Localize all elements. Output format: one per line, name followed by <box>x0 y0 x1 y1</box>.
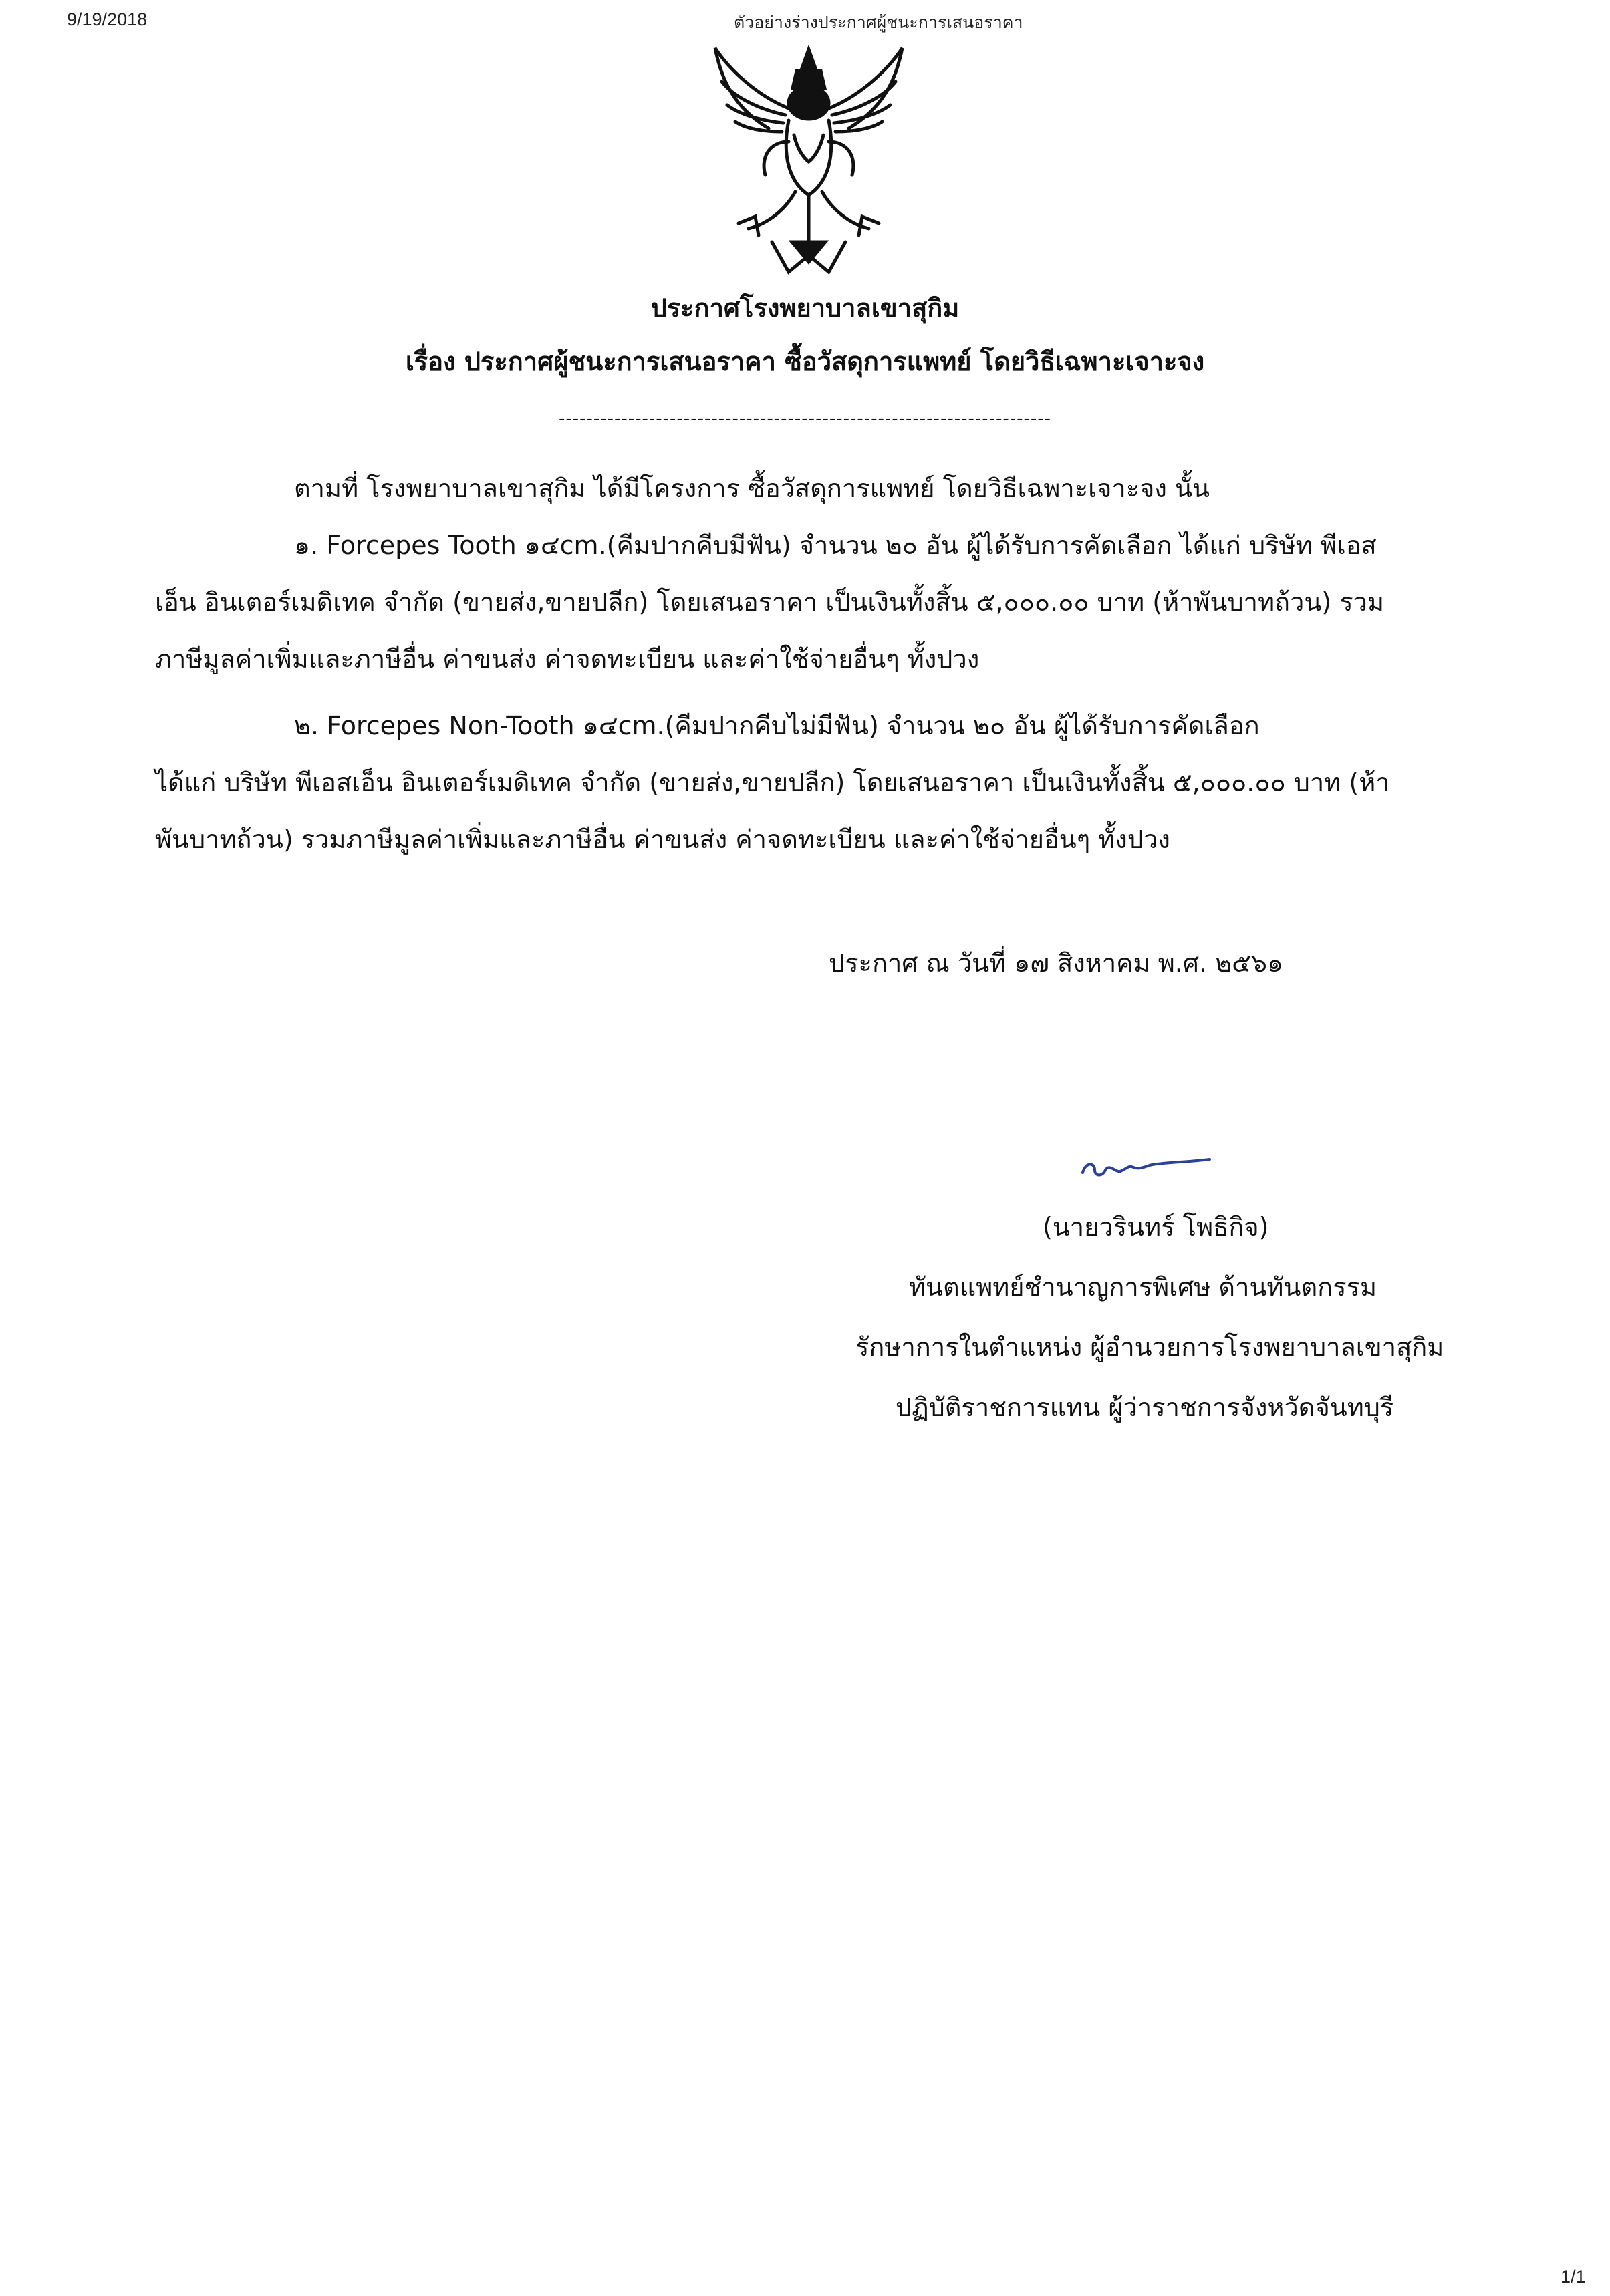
print-date: 9/19/2018 <box>67 9 148 29</box>
item1-line1: ๑. Forcepes Tooth ๑๔cm.(คีมปากคีบมีฟัน) จำนวน ๒๐ อัน ผู้ได้รับการคัดเลือก ได้แก่ บริษัท พีเอส <box>294 531 1377 560</box>
signatory-position-2: รักษาการในตำแหน่ง ผู้อำนวยการโรงพยาบาลเขาสุกิม <box>855 1332 1444 1362</box>
page-number: 1/1 <box>1561 2267 1586 2287</box>
item2-line1: ๒. Forcepes Non-Tooth ๑๔cm.(คีมปากคีบไม่มีฟัน) จำนวน ๒๐ อัน ผู้ได้รับการคัดเลือก <box>294 711 1260 740</box>
item1-line3: ภาษีมูลค่าเพิ่มและภาษีอื่น ค่าขนส่ง ค่าจดทะเบียน และค่าใช้จ่ายอื่นๆ ทั้งปวง <box>155 644 980 674</box>
print-doc-title: ตัวอย่างร่างประกาศผู้ชนะการเสนอราคา <box>734 13 1023 32</box>
announcement-subject: เรื่อง ประกาศผู้ชนะการเสนอราคา ซื้อวัสดุการแพทย์ โดยวิธีเฉพาะเจาะจง <box>405 347 1205 376</box>
divider: ----------------------------------------------------------------------- <box>558 409 1052 429</box>
item1-line2: เอ็น อินเตอร์เมดิเทค จำกัด (ขายส่ง,ขายปลีก) โดยเสนอราคา เป็นเงินทั้งสิ้น ๕,๐๐๐.๐๐ บาท (ห้าพันบาทถ้วน) รวม <box>155 587 1385 617</box>
signatory-name: (นายวรินทร์ โพธิกิจ) <box>1043 1212 1269 1242</box>
signatory-position-3: ปฏิบัติราชการแทน ผู้ว่าราชการจังหวัดจันทบุรี <box>896 1393 1394 1422</box>
intro-paragraph: ตามที่ โรงพยาบาลเขาสุกิม ได้มีโครงการ ซื้อวัสดุการแพทย์ โดยวิธีเฉพาะเจาะจง นั้น <box>294 474 1210 503</box>
announcement-date: ประกาศ ณ วันที่ ๑๗ สิงหาคม พ.ศ. ๒๕๖๑ <box>829 948 1284 978</box>
signatory-position-1: ทันตแพทย์ชำนาญการพิเศษ ด้านทันตกรรม <box>909 1272 1377 1302</box>
announcement-title: ประกาศโรงพยาบาลเขาสุกิม <box>650 293 960 323</box>
item2-line3: พันบาทถ้วน) รวมภาษีมูลค่าเพิ่มและภาษีอื่น ค่าขนส่ง ค่าจดทะเบียน และค่าใช้จ่ายอื่นๆ ทั้งปวง <box>155 825 1170 854</box>
item2-line2: ได้แก่ บริษัท พีเอสเอ็น อินเตอร์เมดิเทค จำกัด (ขายส่ง,ขายปลีก) โดยเสนอราคา เป็นเงินทั้งสิ้น ๕,๐๐๐.๐๐ บาท (ห้า <box>155 768 1390 797</box>
handwritten-signature <box>1076 1153 1216 1186</box>
garuda-emblem-icon <box>708 41 909 279</box>
